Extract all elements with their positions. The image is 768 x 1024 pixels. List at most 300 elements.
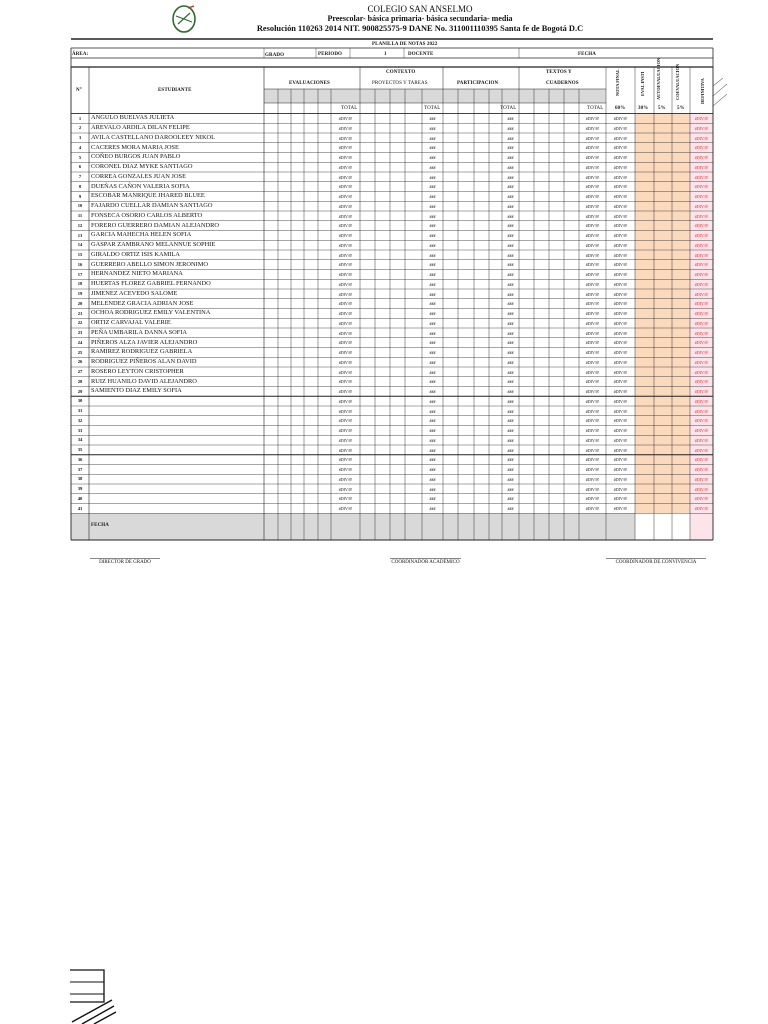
computed-value: ### <box>429 476 436 482</box>
row-number: 23 <box>77 330 83 336</box>
student-name[interactable]: RODRIGUEZ PIÑEROS ALAN DAVID <box>91 358 197 366</box>
computed-value: #DIV/0! <box>585 389 600 395</box>
computed-value: ### <box>429 447 436 453</box>
computed-value: #DIV/0! <box>613 467 628 473</box>
computed-value: #DIV/0! <box>338 496 353 502</box>
computed-value: ### <box>429 379 436 385</box>
computed-value: ### <box>429 418 436 424</box>
col-textos: TEXTOS Y <box>546 70 572 75</box>
pct-30: 30% <box>638 106 649 111</box>
row-number: 1 <box>78 115 82 121</box>
computed-value: ### <box>507 194 514 200</box>
computed-value: #DIV/0! <box>613 311 628 317</box>
student-name[interactable]: PIÑEROS ALZA JAVIER ALEJANDRO <box>91 338 198 346</box>
computed-value: #DIV/0! <box>613 272 628 278</box>
definitiva-value: #DIV/0! <box>694 359 709 365</box>
computed-value: #DIV/0! <box>338 437 353 443</box>
computed-value: #DIV/0! <box>338 359 353 365</box>
computed-value: #DIV/0! <box>338 457 353 463</box>
computed-value: #DIV/0! <box>613 398 628 404</box>
computed-value: ### <box>429 116 436 122</box>
school-resolution: Resolución 110263 2014 NIT. 900825575-9 DANE No. 311001110395 Santa fe de Bogotá D.C <box>256 24 584 33</box>
computed-value: #DIV/0! <box>585 184 600 190</box>
computed-value: #DIV/0! <box>613 476 628 482</box>
row-number: 21 <box>77 310 83 316</box>
computed-value: #DIV/0! <box>338 447 353 453</box>
computed-value: #DIV/0! <box>613 408 628 414</box>
coord-academico-label: COORDINADOR ACADÉMICO <box>391 560 460 565</box>
pct-5-coev: 5% <box>677 106 685 111</box>
computed-value: ### <box>429 320 436 326</box>
definitiva-value: #DIV/0! <box>694 369 709 375</box>
computed-value: ### <box>429 242 436 248</box>
definitiva-value: #DIV/0! <box>694 252 709 258</box>
definitiva-value: #DIV/0! <box>694 379 709 385</box>
computed-value: #DIV/0! <box>338 242 353 248</box>
computed-value: #DIV/0! <box>613 301 628 307</box>
computed-value: #DIV/0! <box>613 506 628 512</box>
computed-value: #DIV/0! <box>585 428 600 434</box>
computed-value: #DIV/0! <box>585 194 600 200</box>
computed-value: #DIV/0! <box>585 252 600 258</box>
computed-value: ### <box>507 174 514 180</box>
computed-value: #DIV/0! <box>613 330 628 336</box>
computed-value: ### <box>507 418 514 424</box>
student-name[interactable]: MELENDEZ GRACIA ADRIAN JOSE <box>91 299 194 307</box>
computed-value: #DIV/0! <box>338 194 353 200</box>
computed-value: ### <box>507 467 514 473</box>
student-name[interactable]: CORREA GONZALES JUAN JOSE <box>91 172 186 180</box>
computed-value: #DIV/0! <box>338 408 353 414</box>
computed-value: #DIV/0! <box>585 320 600 326</box>
computed-value: #DIV/0! <box>338 262 353 268</box>
computed-value: #DIV/0! <box>585 242 600 248</box>
computed-value: ### <box>507 125 514 131</box>
row-number: 12 <box>77 222 83 228</box>
grado-label: GRADO <box>265 53 285 58</box>
computed-value: ### <box>429 262 436 268</box>
computed-value: #DIV/0! <box>338 291 353 297</box>
total-textos: TOTAL <box>587 106 604 111</box>
computed-value: ### <box>429 125 436 131</box>
computed-value: #DIV/0! <box>585 262 600 268</box>
student-name[interactable]: FAJARDO CUELLAR DAMIAN SANTIAGO <box>91 202 213 210</box>
fecha-row-fill <box>71 513 713 540</box>
definitiva-value: #DIV/0! <box>694 467 709 473</box>
definitiva-value: #DIV/0! <box>694 281 709 287</box>
definitiva-value: #DIV/0! <box>694 408 709 414</box>
grid-line <box>713 94 727 106</box>
computed-value: #DIV/0! <box>338 252 353 258</box>
computed-value: #DIV/0! <box>585 311 600 317</box>
computed-value: #DIV/0! <box>338 301 353 307</box>
col-eval-insti: EVAL INSTI <box>640 71 645 96</box>
computed-value: ### <box>507 223 514 229</box>
student-name[interactable]: AVILA CASTELLANO DAROOLEEY NIKOL <box>91 133 216 141</box>
row-number: 37 <box>77 466 83 472</box>
computed-value: ### <box>429 330 436 336</box>
definitiva-value: #DIV/0! <box>694 486 709 492</box>
computed-value: #DIV/0! <box>338 174 353 180</box>
computed-value: #DIV/0! <box>613 496 628 502</box>
student-name[interactable]: SAMIENTO DIAZ EMILY SOFIA <box>91 387 182 395</box>
computed-value: ### <box>507 252 514 258</box>
director-label: DIRECTOR DE GRADO <box>99 560 151 565</box>
definitiva-value: #DIV/0! <box>694 272 709 278</box>
computed-value: #DIV/0! <box>613 223 628 229</box>
computed-value: #DIV/0! <box>585 408 600 414</box>
row-number: 33 <box>77 427 83 433</box>
computed-value: #DIV/0! <box>613 340 628 346</box>
computed-value: ### <box>429 369 436 375</box>
computed-value: #DIV/0! <box>613 213 628 219</box>
col-cuadernos: CUADERNOS <box>546 81 579 86</box>
computed-value: ### <box>507 486 514 492</box>
computed-value: #DIV/0! <box>585 340 600 346</box>
computed-value: #DIV/0! <box>613 447 628 453</box>
student-name[interactable]: ESCOBAR MANRIQUE JHARED BLUEE <box>91 192 205 200</box>
computed-value: ### <box>507 262 514 268</box>
col-nota-final: NOTA FINAL <box>615 69 620 96</box>
fecha-pink <box>690 513 713 540</box>
computed-value: ### <box>507 213 514 219</box>
computed-value: #DIV/0! <box>338 340 353 346</box>
computed-value: ### <box>507 359 514 365</box>
computed-value: #DIV/0! <box>613 135 628 141</box>
col-participacion: PARTICIPACION <box>457 81 499 86</box>
row-number: 10 <box>77 203 83 209</box>
computed-value: ### <box>429 428 436 434</box>
computed-value: #DIV/0! <box>585 437 600 443</box>
computed-value: #DIV/0! <box>613 457 628 463</box>
computed-value: ### <box>429 506 436 512</box>
student-name[interactable]: PEÑA UMBARILA DANNA SOFIA <box>91 328 188 336</box>
student-name[interactable]: COÑEO BURGOS JUAN PABLO <box>91 153 181 161</box>
student-name[interactable]: GIRALDO ORTIZ ISIS KAMILA <box>91 250 180 258</box>
student-name[interactable]: RAMIREZ RODRIGUEZ GABRIELA <box>91 348 193 356</box>
row-number: 8 <box>78 183 82 189</box>
definitiva-value: #DIV/0! <box>694 291 709 297</box>
computed-value: #DIV/0! <box>338 125 353 131</box>
computed-value: #DIV/0! <box>613 437 628 443</box>
computed-value: #DIV/0! <box>338 398 353 404</box>
computed-value: #DIV/0! <box>338 320 353 326</box>
row-number: 39 <box>77 486 83 492</box>
computed-value: #DIV/0! <box>338 135 353 141</box>
row-number: 13 <box>77 232 83 238</box>
computed-value: #DIV/0! <box>338 213 353 219</box>
computed-value: #DIV/0! <box>613 379 628 385</box>
computed-value: ### <box>507 447 514 453</box>
computed-value: #DIV/0! <box>585 447 600 453</box>
student-name[interactable]: FONSECA OSORIO CARLOS ALBERTO <box>91 211 203 219</box>
student-name[interactable]: GASPAR ZAMBRANO MELANNUE SOPHIE <box>91 241 216 249</box>
student-name[interactable]: GARCIA MAHECHA HELEN SOFIA <box>91 231 192 239</box>
computed-value: #DIV/0! <box>613 350 628 356</box>
computed-value: #DIV/0! <box>613 428 628 434</box>
computed-value: ### <box>429 359 436 365</box>
computed-value: #DIV/0! <box>338 418 353 424</box>
pct-60: 60% <box>615 106 626 111</box>
computed-value: ### <box>429 408 436 414</box>
computed-value: ### <box>429 340 436 346</box>
definitiva-value: #DIV/0! <box>694 320 709 326</box>
definitiva-value: #DIV/0! <box>694 457 709 463</box>
computed-value: #DIV/0! <box>613 203 628 209</box>
student-name[interactable]: CACERES MORA MARIA JOSE <box>91 143 179 151</box>
computed-value: ### <box>429 281 436 287</box>
computed-value: ### <box>429 437 436 443</box>
definitiva-value: #DIV/0! <box>694 184 709 190</box>
computed-value: #DIV/0! <box>613 116 628 122</box>
row-number: 31 <box>77 408 83 414</box>
student-name[interactable]: RUIZ HUANILO DAVID ALEJANDRO <box>91 377 197 385</box>
definitiva-value: #DIV/0! <box>694 428 709 434</box>
computed-value: #DIV/0! <box>585 350 600 356</box>
computed-value: ### <box>507 379 514 385</box>
student-name[interactable]: GUERRERO ABELLO SIMON JERONIMO <box>91 260 208 268</box>
computed-value: ### <box>429 398 436 404</box>
signature-coord-convivencia <box>606 558 706 565</box>
computed-value: #DIV/0! <box>613 486 628 492</box>
student-name[interactable]: HERNANDEZ NIETO MARIANA <box>91 270 183 278</box>
computed-value: #DIV/0! <box>585 418 600 424</box>
definitiva-value: #DIV/0! <box>694 213 709 219</box>
computed-value: ### <box>429 194 436 200</box>
row-number: 22 <box>77 320 83 326</box>
student-name[interactable]: AREVALO ARDILA DILAN FELIPE <box>91 124 190 132</box>
student-name[interactable]: ROSERO LEYTON CRISTOPHER <box>91 367 184 375</box>
signature-director <box>90 558 160 565</box>
computed-value: ### <box>507 184 514 190</box>
computed-value: #DIV/0! <box>613 155 628 161</box>
definitiva-value: #DIV/0! <box>694 242 709 248</box>
col-definitiva: DEFINITIVA <box>700 78 705 104</box>
computed-value: ### <box>507 428 514 434</box>
computed-value: ### <box>429 291 436 297</box>
definitiva-value: #DIV/0! <box>694 340 709 346</box>
computed-value: #DIV/0! <box>613 262 628 268</box>
computed-value: #DIV/0! <box>585 330 600 336</box>
total-evaluaciones: TOTAL <box>341 106 358 111</box>
col-coevaluacion: COEVALUACION <box>675 63 680 100</box>
computed-value: #DIV/0! <box>338 467 353 473</box>
row-number: 16 <box>77 261 83 267</box>
computed-value: #DIV/0! <box>338 330 353 336</box>
computed-value: #DIV/0! <box>613 389 628 395</box>
computed-value: #DIV/0! <box>338 281 353 287</box>
row-number: 40 <box>77 495 83 501</box>
definitiva-value: #DIV/0! <box>694 155 709 161</box>
computed-value: #DIV/0! <box>338 379 353 385</box>
col-proyectos: PROYECTOS Y TAREAS <box>372 81 428 86</box>
signature-coord-academico <box>378 558 473 565</box>
computed-value: ### <box>429 155 436 161</box>
computed-value: ### <box>429 301 436 307</box>
computed-value: #DIV/0! <box>585 398 600 404</box>
periodo-value: 1 <box>384 52 387 57</box>
student-name[interactable]: HUERTAS FLOREZ GABRIEL FERNANDO <box>91 280 211 288</box>
computed-value: #DIV/0! <box>613 174 628 180</box>
computed-value: #DIV/0! <box>338 506 353 512</box>
computed-value: ### <box>429 223 436 229</box>
computed-value: #DIV/0! <box>338 116 353 122</box>
row-number: 11 <box>77 213 83 219</box>
row-number: 2 <box>78 125 82 131</box>
computed-value: ### <box>507 291 514 297</box>
definitiva-value: #DIV/0! <box>694 203 709 209</box>
computed-value: #DIV/0! <box>585 116 600 122</box>
computed-value: #DIV/0! <box>585 476 600 482</box>
computed-value: ### <box>507 369 514 375</box>
student-name[interactable]: OCHOA RODRIGUEZ EMILY VALENTINA <box>91 309 211 317</box>
computed-value: ### <box>507 203 514 209</box>
computed-value: ### <box>429 174 436 180</box>
grid-line <box>713 78 723 86</box>
computed-value: ### <box>507 408 514 414</box>
computed-value: #DIV/0! <box>585 223 600 229</box>
computed-value: #DIV/0! <box>613 233 628 239</box>
computed-value: #DIV/0! <box>585 369 600 375</box>
school-name: COLEGIO SAN ANSELMO <box>367 4 473 14</box>
computed-value: #DIV/0! <box>585 203 600 209</box>
computed-value: ### <box>507 281 514 287</box>
row-number: 6 <box>78 164 82 170</box>
student-name[interactable]: ORTIZ CARVAJAL VALERIE <box>91 319 171 327</box>
computed-value: #DIV/0! <box>585 272 600 278</box>
definitiva-value: #DIV/0! <box>694 389 709 395</box>
computed-value: #DIV/0! <box>338 389 353 395</box>
eval-insti-fill <box>635 114 654 514</box>
computed-value: ### <box>429 496 436 502</box>
student-name[interactable]: JIMENEZ ACEVEDO SALOME <box>91 289 178 297</box>
school-levels: Preescolar- básica primaria- básica secundaria- media <box>327 14 513 23</box>
stamp-fragment-icon <box>68 968 120 1024</box>
computed-value: ### <box>507 398 514 404</box>
computed-value: ### <box>429 389 436 395</box>
periodo-label: PERIODO <box>318 52 343 57</box>
row-number: 15 <box>77 252 83 258</box>
row-number: 36 <box>77 456 83 462</box>
row-number: 27 <box>77 369 83 375</box>
computed-value: ### <box>507 340 514 346</box>
computed-value: ### <box>507 116 514 122</box>
computed-value: #DIV/0! <box>338 369 353 375</box>
definitiva-value: #DIV/0! <box>694 330 709 336</box>
computed-value: #DIV/0! <box>613 369 628 375</box>
computed-value: ### <box>507 506 514 512</box>
computed-value: ### <box>507 389 514 395</box>
definitiva-value: #DIV/0! <box>694 174 709 180</box>
definitiva-value: #DIV/0! <box>694 311 709 317</box>
definitiva-value: #DIV/0! <box>694 145 709 151</box>
definitiva-value: #DIV/0! <box>694 447 709 453</box>
definitiva-value: #DIV/0! <box>694 125 709 131</box>
computed-value: #DIV/0! <box>338 164 353 170</box>
computed-value: #DIV/0! <box>585 486 600 492</box>
computed-value: ### <box>429 350 436 356</box>
computed-value: ### <box>507 476 514 482</box>
computed-value: ### <box>507 437 514 443</box>
coord-convivencia-label: COORDINADOR DE CONVIVENCIA <box>615 560 697 565</box>
computed-value: ### <box>507 301 514 307</box>
computed-value: ### <box>429 213 436 219</box>
computed-value: #DIV/0! <box>585 291 600 297</box>
row-number: 3 <box>78 135 82 141</box>
row-number: 35 <box>77 447 83 453</box>
row-number: 5 <box>78 154 82 160</box>
total-contexto: TOTAL <box>424 106 441 111</box>
computed-value: ### <box>507 233 514 239</box>
computed-value: #DIV/0! <box>585 359 600 365</box>
computed-value: #DIV/0! <box>585 174 600 180</box>
row-number: 4 <box>78 144 82 150</box>
computed-value: #DIV/0! <box>585 164 600 170</box>
docente-label: DOCENTE <box>408 52 434 57</box>
row-number: 17 <box>77 271 83 277</box>
definitiva-value: #DIV/0! <box>694 476 709 482</box>
student-name[interactable]: CORONEL DIAZ MYKE SANTIAGO <box>91 163 193 171</box>
computed-value: #DIV/0! <box>338 272 353 278</box>
computed-value: ### <box>429 145 436 151</box>
computed-value: #DIV/0! <box>338 350 353 356</box>
computed-value: #DIV/0! <box>585 467 600 473</box>
definitiva-value: #DIV/0! <box>694 194 709 200</box>
definitiva-value: #DIV/0! <box>694 496 709 502</box>
computed-value: #DIV/0! <box>585 155 600 161</box>
definitiva-value: #DIV/0! <box>694 233 709 239</box>
definitiva-value: #DIV/0! <box>694 164 709 170</box>
student-name[interactable]: ANGULO BUELVAS JULIETA <box>91 114 175 122</box>
row-number: 28 <box>77 378 83 384</box>
computed-value: ### <box>507 457 514 463</box>
student-name[interactable]: DUEÑAS CAÑON VALERIA SOFIA <box>91 182 190 190</box>
col-autoevaluacion: AUTOEVALUACION <box>656 57 661 100</box>
computed-value: #DIV/0! <box>585 496 600 502</box>
area-label: ÁREA: <box>72 52 89 57</box>
row-number: 7 <box>78 174 82 180</box>
student-name[interactable]: FORERO GUERRERO DAMIAN ALEJANDRO <box>91 221 219 229</box>
computed-value: #DIV/0! <box>338 184 353 190</box>
computed-value: #DIV/0! <box>585 281 600 287</box>
definitiva-value: #DIV/0! <box>694 350 709 356</box>
row-number: 26 <box>77 359 83 365</box>
definitiva-value: #DIV/0! <box>694 506 709 512</box>
computed-value: ### <box>507 330 514 336</box>
computed-value: ### <box>507 272 514 278</box>
row-number: 34 <box>77 437 83 443</box>
computed-value: #DIV/0! <box>338 476 353 482</box>
computed-value: ### <box>507 135 514 141</box>
computed-value: #DIV/0! <box>585 506 600 512</box>
computed-value: #DIV/0! <box>585 379 600 385</box>
computed-value: #DIV/0! <box>585 125 600 131</box>
computed-value: ### <box>429 184 436 190</box>
row-number: 24 <box>77 339 83 345</box>
computed-value: #DIV/0! <box>613 252 628 258</box>
computed-value: #DIV/0! <box>613 145 628 151</box>
computed-value: ### <box>507 350 514 356</box>
col-no: N° <box>76 88 82 93</box>
computed-value: #DIV/0! <box>338 311 353 317</box>
computed-value: ### <box>507 164 514 170</box>
computed-value: #DIV/0! <box>338 203 353 209</box>
row-number: 29 <box>77 388 83 394</box>
definitiva-value: #DIV/0! <box>694 437 709 443</box>
computed-value: #DIV/0! <box>338 233 353 239</box>
row-number: 14 <box>77 242 83 248</box>
computed-value: #DIV/0! <box>338 155 353 161</box>
